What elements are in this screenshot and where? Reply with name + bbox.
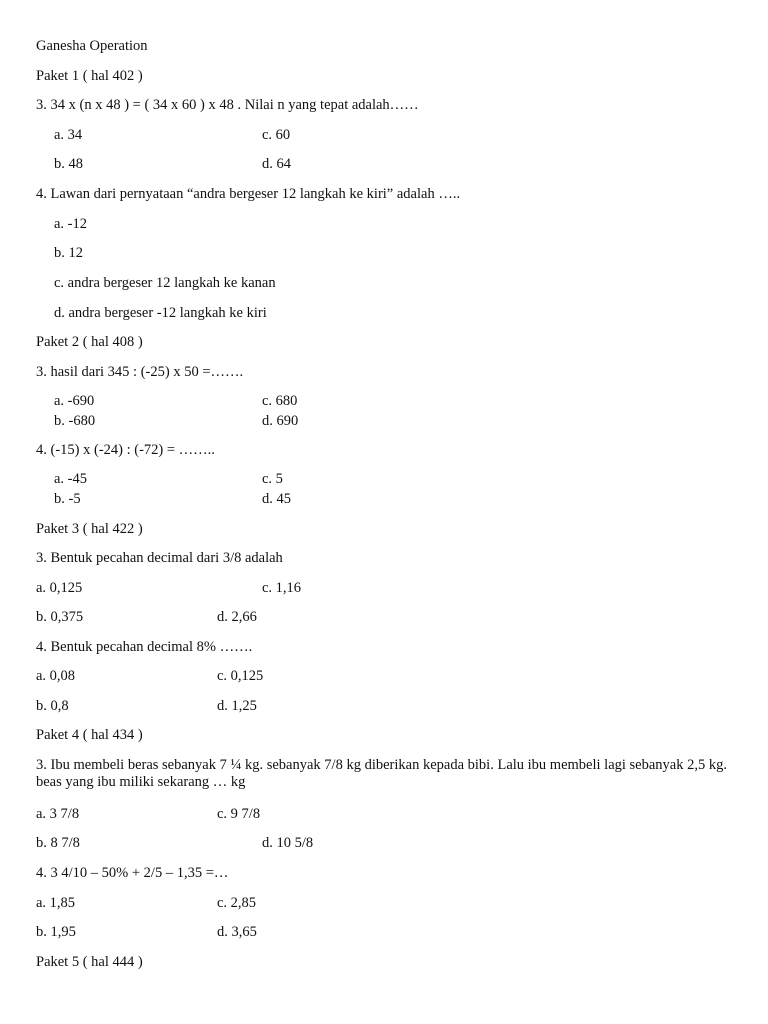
paket-1-q3-option-a: a. 34	[54, 127, 83, 143]
paket-4-q4-option-c: c. 2,85	[217, 895, 257, 911]
paket-3-q4-option-c: c. 0,125	[217, 668, 264, 684]
paket-2-heading: Paket 2 ( hal 408 )	[36, 334, 143, 350]
paket-3-q4-option-d: d. 1,25	[217, 698, 257, 714]
paket-2-question-4: 4. (-15) x (-24) : (-72) = ……..	[36, 442, 215, 458]
paket-2-q3-option-c: c. 680	[262, 393, 298, 409]
paket-2-q4-option-d: d. 45	[262, 491, 291, 507]
paket-2-q3-option-b: b. -680	[54, 413, 96, 429]
paket-2-question-3: 3. hasil dari 345 : (-25) x 50 =…….	[36, 364, 244, 380]
paket-3-question-4: 4. Bentuk pecahan decimal 8% …….	[36, 639, 253, 655]
paket-3-q4-option-b: b. 0,8	[36, 698, 69, 714]
paket-4-heading: Paket 4 ( hal 434 )	[36, 727, 143, 743]
paket-3-question-3: 3. Bentuk pecahan decimal dari 3/8 adalah	[36, 550, 283, 566]
paket-2-q4-option-c: c. 5	[262, 471, 283, 487]
paket-1-q3-option-b: b. 48	[54, 156, 83, 172]
paket-1-q4-option-b: b. 12	[54, 245, 83, 261]
paket-3-q3-option-c: c. 1,16	[262, 580, 302, 596]
paket-1-question-3: 3. 34 x (n x 48 ) = ( 34 x 60 ) x 48 . Nilai n yang tepat adalah……	[36, 97, 419, 113]
paket-3-q3-option-d: d. 2,66	[217, 609, 257, 625]
paket-2-q4-option-b: b. -5	[54, 491, 81, 507]
paket-4-q4-option-d: d. 3,65	[217, 924, 257, 940]
paket-2-q4-option-a: a. -45	[54, 471, 88, 487]
paket-1-q4-option-a: a. -12	[54, 216, 88, 232]
paket-3-q4-option-a: a. 0,08	[36, 668, 76, 684]
paket-1-q3-option-d: d. 64	[262, 156, 291, 172]
paket-4-q3-option-b: b. 8 7/8	[36, 835, 80, 851]
paket-1-q3-option-c: c. 60	[262, 127, 291, 143]
paket-3-q3-option-b: b. 0,375	[36, 609, 84, 625]
paket-4-q3-option-a: a. 3 7/8	[36, 806, 80, 822]
paket-2-q3-option-a: a. -690	[54, 393, 95, 409]
paket-1-q4-option-d: d. andra bergeser -12 langkah ke kiri	[54, 305, 267, 321]
paket-4-q3-option-c: c. 9 7/8	[217, 806, 261, 822]
paket-5-heading: Paket 5 ( hal 444 )	[36, 954, 143, 970]
paket-1-question-4: 4. Lawan dari pernyataan “andra bergeser 12 langkah ke kiri” adalah …..	[36, 186, 461, 202]
paket-4-question-3: 3. Ibu membeli beras sebanyak 7 ¼ kg. sebanyak 7/8 kg diberikan kepada bibi. Lalu ibu membeli lagi sebanyak 2,5 kg. beas yang ibu miliki sekarang … kg	[36, 757, 727, 790]
document-title: Ganesha Operation	[36, 38, 148, 54]
paket-1-heading: Paket 1 ( hal 402 )	[36, 68, 143, 84]
paket-4-q4-option-b: b. 1,95	[36, 924, 76, 940]
paket-1-q4-option-c: c. andra bergeser 12 langkah ke kanan	[54, 275, 276, 291]
paket-3-q3-option-a: a. 0,125	[36, 580, 83, 596]
paket-4-q4-option-a: a. 1,85	[36, 895, 76, 911]
paket-4-question-4: 4. 3 4/10 – 50% + 2/5 – 1,35 =…	[36, 865, 229, 881]
paket-2-q3-option-d: d. 690	[262, 413, 299, 429]
paket-4-q3-option-d: d. 10 5/8	[262, 835, 314, 851]
paket-3-heading: Paket 3 ( hal 422 )	[36, 521, 143, 537]
